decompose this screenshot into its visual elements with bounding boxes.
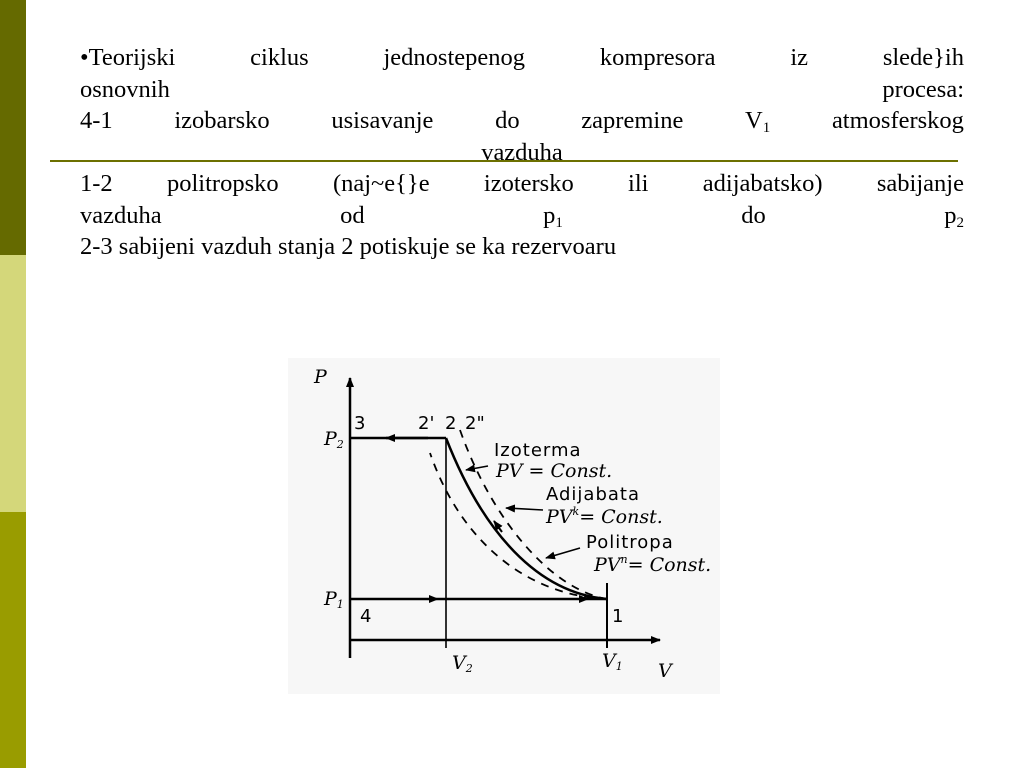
politropa-equation: $PV^n=$ Const. — [594, 553, 712, 576]
point-4-label: 4 — [360, 606, 372, 627]
v1-label: $V_1$ — [602, 650, 623, 673]
p1-term: $p_1$ — [543, 201, 563, 231]
slide-text — [80, 42, 964, 263]
point-2-label: 2 — [445, 413, 457, 434]
pv-diagram — [288, 358, 720, 694]
point-1-label: 1 — [612, 606, 624, 627]
sidebar-top — [0, 0, 26, 255]
text-line-6: vazduha od $p_1$ do $p_2$ — [80, 201, 964, 231]
sidebar-bottom — [0, 512, 26, 768]
p2-term: $p_2$ — [944, 201, 964, 231]
text-line-3: 4-1 izobarsko usisavanje do zapremine $V_1$ atmosferskog — [80, 107, 964, 136]
text-line-1: •Teorijski ciklus jednostepenog kompresora iz slede}ih — [80, 44, 964, 71]
v1-term: $V_1$ — [745, 107, 771, 136]
v-axis-label: V — [658, 660, 672, 682]
text-line-2: osnovnih procesa: — [80, 75, 964, 103]
izoterma-equation: PV = Const. — [496, 460, 613, 482]
sidebar-middle — [0, 255, 26, 512]
politropa-label: Politropa — [586, 532, 674, 553]
point-2dprime-label: 2" — [465, 413, 485, 434]
point-2prime-label: 2' — [418, 413, 435, 434]
adijabata-pointer — [506, 508, 543, 510]
text-line-7: 2-3 sabijeni vazduh stanja 2 potiskuje se ka rezervoaru — [80, 233, 617, 260]
politropa-pointer — [546, 548, 580, 558]
v2-label: $V_2$ — [452, 652, 473, 675]
p-axis-label: P — [314, 366, 327, 388]
izoterma-pointer — [466, 466, 488, 470]
izoterma-label: Izoterma — [494, 440, 582, 461]
point-3-label: 3 — [354, 413, 366, 434]
adijabata-label: Adijabata — [546, 484, 640, 505]
text-line-4: vazduha — [481, 138, 563, 166]
text-line-5: 1-2 politropsko (naj~e{}e izotersko ili adijabatsko) sabijanje — [80, 170, 964, 197]
p2-label: $P_2$ — [324, 428, 344, 451]
p1-label: $P_1$ — [324, 588, 344, 611]
adijabata-equation: $PV^k=$ Const. — [546, 505, 663, 528]
